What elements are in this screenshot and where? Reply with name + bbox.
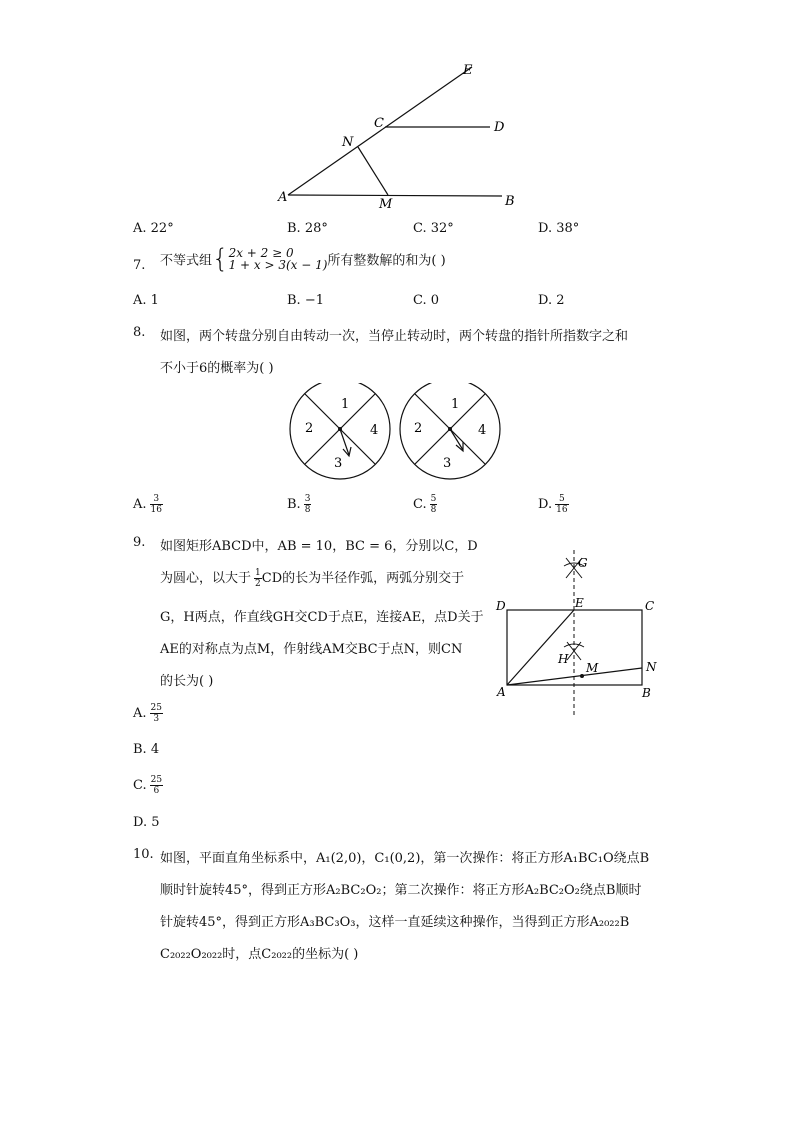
spinners-figure — [288, 383, 506, 483]
q7-option-c: C. 0 — [413, 293, 440, 308]
label-E: E — [575, 596, 584, 610]
label-A: A — [497, 685, 506, 699]
q9-line-4: AE的对称点为点M，作射线AM交BC于点N，则CN — [160, 642, 463, 657]
q7-option-d: D. 2 — [538, 293, 565, 308]
label-N: N — [342, 135, 354, 150]
spinner-left — [290, 383, 390, 479]
q6-option-b: B. 28° — [287, 221, 328, 236]
q6-option-a: A. 22° — [133, 221, 174, 236]
spinner-left-2: 2 — [305, 421, 314, 436]
q9-option-b: B. 4 — [133, 742, 160, 757]
label-G: G — [578, 556, 588, 570]
label-H: H — [558, 652, 569, 666]
q7-stem — [160, 246, 446, 272]
label-B: B — [505, 194, 515, 209]
q9-option-c: C. $\frac{25}{6}$ — [133, 775, 163, 796]
label-B: B — [642, 686, 651, 700]
spinner-right-1: 1 — [451, 397, 460, 412]
q10-line-1: 如图，平面直角坐标系中，A₁(2,0)，C₁(0,2)，第一次操作：将正方形A₁BC₁O绕点B — [160, 851, 650, 866]
spinner-right-2: 2 — [414, 421, 423, 436]
q9-option-d: D. 5 — [133, 815, 160, 830]
q10-number: 10. — [133, 847, 154, 862]
label-D: D — [496, 599, 506, 613]
label-E: E — [463, 63, 473, 78]
q9-line-5: 的长为( ) — [160, 674, 214, 689]
q9-line-3: G，H两点，作直线GH交CD于点E，连接AE，点D关于 — [160, 610, 484, 625]
q8-option-b: B. $\frac{3}{8}$ — [287, 494, 311, 515]
q9-line-2: 为圆心，以大于 $\frac{1}{2}$ CD的长为半径作弧，两弧分别交于 — [160, 568, 465, 589]
q9-option-a: A. $\frac{25}{3}$ — [133, 703, 162, 724]
spinner-left-4: 4 — [370, 423, 379, 438]
q6-option-c: C. 32° — [413, 221, 454, 236]
label-C: C — [374, 116, 384, 131]
q6-option-d: D. 38° — [538, 221, 580, 236]
q8-option-c: C. $\frac{5}{8}$ — [413, 494, 437, 515]
q9-line-1: 如图矩形ABCD中，AB = 10，BC = 6，分别以C，D — [160, 539, 478, 554]
q7-system — [229, 247, 328, 271]
spinner-right — [400, 383, 500, 479]
spinner-left-3: 3 — [334, 456, 343, 471]
q8-option-d: D. $\frac{5}{16}$ — [538, 494, 568, 515]
q7-ineq-2: 1 + x > 3(x − 1) — [228, 258, 328, 272]
q7-number: 7. — [133, 258, 146, 273]
q7-prefix: 不等式组 — [160, 253, 213, 269]
q8-line-2: 不小于6的概率为( ) — [160, 361, 274, 376]
spinner-right-3: 3 — [443, 456, 452, 471]
q7-ineq-1: 2x + 2 ≥ 0 — [228, 246, 294, 260]
label-N: N — [646, 660, 657, 674]
q10-line-2: 顺时针旋转45°，得到正方形A₂BC₂O₂；第二次操作：将正方形A₂BC₂O₂绕点B顺时 — [160, 883, 642, 898]
spinner-left-1: 1 — [341, 397, 350, 412]
q10-line-4: C₂₀₂₂O₂₀₂₂时，点C₂₀₂₂的坐标为( ) — [160, 947, 359, 962]
q9-number: 9. — [133, 535, 146, 550]
q7-option-a: A. 1 — [133, 293, 159, 308]
q7-option-b: B. −1 — [287, 293, 324, 308]
rectangle-figure — [490, 550, 665, 720]
label-A: A — [278, 190, 288, 205]
label-C: C — [645, 599, 655, 613]
q8-line-1: 如图，两个转盘分别自由转动一次，当停止转动时，两个转盘的指针所指数字之和 — [160, 329, 629, 344]
label-D: D — [494, 120, 505, 135]
label-M: M — [379, 197, 393, 212]
label-M: M — [586, 661, 599, 675]
spinner-right-4: 4 — [478, 423, 487, 438]
q8-number: 8. — [133, 325, 146, 340]
q8-option-a: A. $\frac{3}{16}$ — [133, 494, 162, 515]
q7-suffix: 所有整数解的和为( ) — [327, 253, 446, 269]
angle-figure — [270, 55, 530, 215]
q10-line-3: 针旋转45°，得到正方形A₃BC₃O₃，这样一直延续这种操作，当得到正方形A₂₀₂₂B — [160, 915, 630, 930]
q7-brace: { — [212, 244, 229, 274]
